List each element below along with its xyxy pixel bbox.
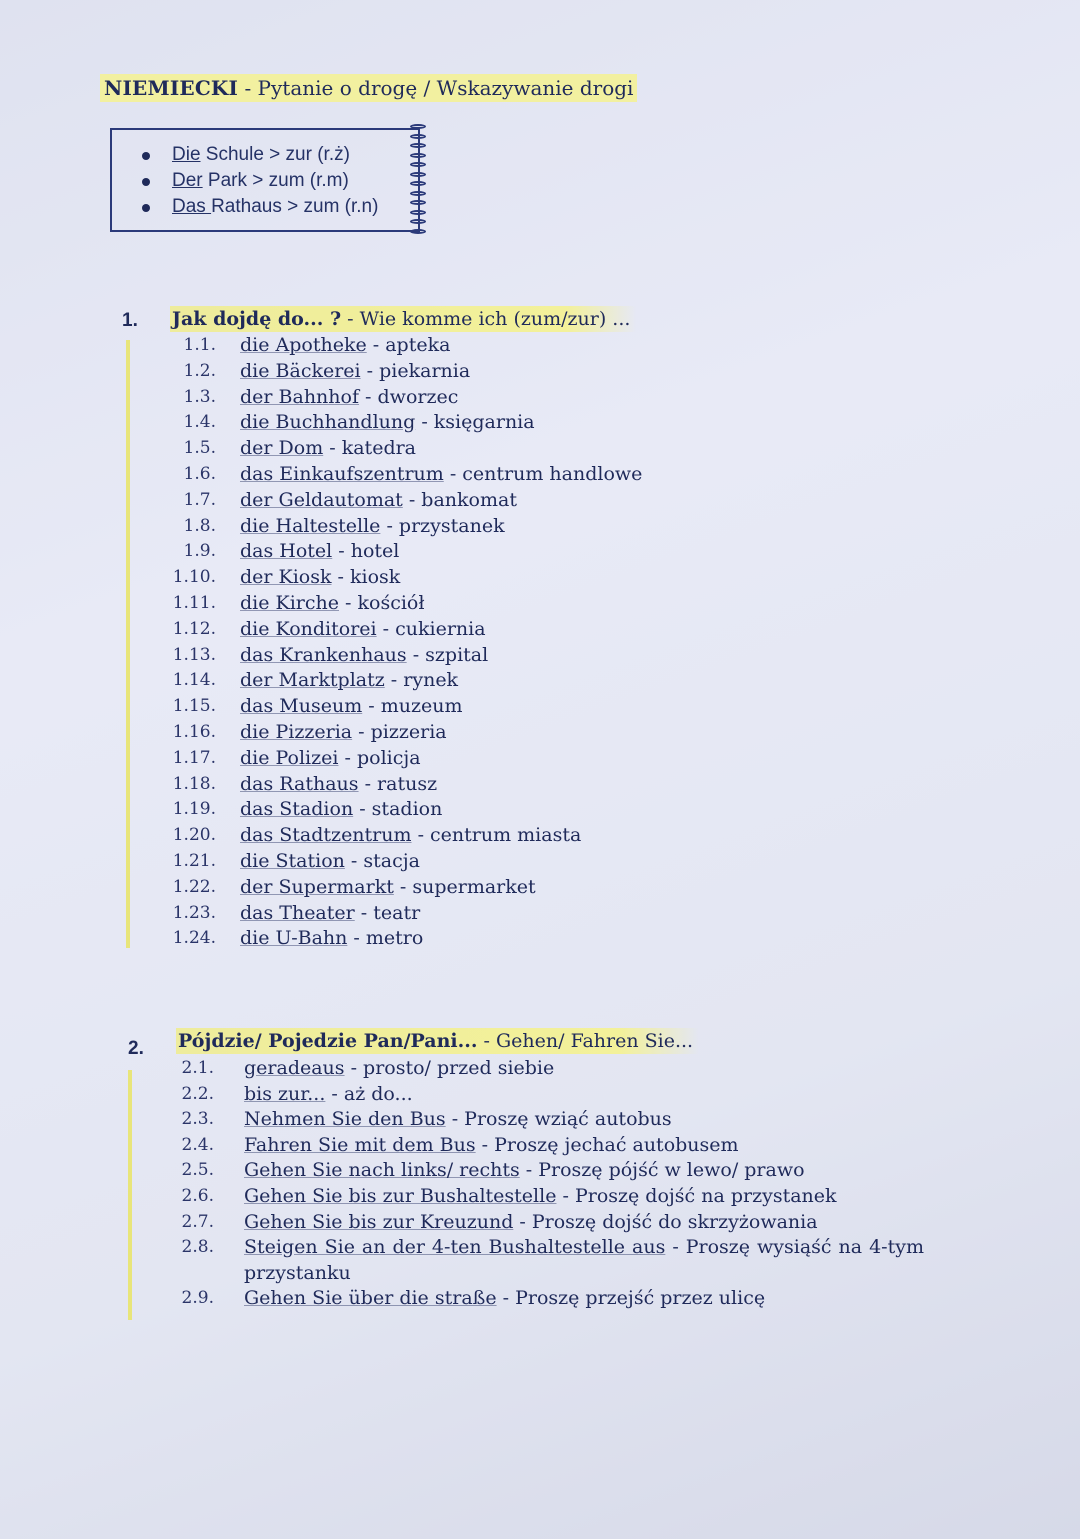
article-item <box>112 194 418 220</box>
polish-translation: - prosto/ przed siebie <box>344 1057 555 1079</box>
polish-translation: - cukiernia <box>376 617 486 640</box>
articles-box <box>110 128 420 232</box>
title-rest: - Pytanie o drogę / Wskazywanie drogi <box>244 76 634 100</box>
item-number: 1.6. <box>183 463 216 484</box>
page-title <box>100 74 637 102</box>
item-text <box>240 643 488 669</box>
item-text <box>244 1286 765 1312</box>
item-number: 1.20. <box>172 825 216 846</box>
polish-translation: - przystanek <box>380 514 505 537</box>
list-item <box>168 694 788 720</box>
item-number: 1.1. <box>183 335 216 355</box>
german-term: die Kirche <box>240 591 339 614</box>
list-item <box>166 1158 926 1184</box>
list-item <box>168 643 788 669</box>
section1-heading-rest: - Wie komme ich (zum/zur) ... <box>341 308 631 330</box>
german-term: die Apotheke <box>240 334 367 356</box>
item-number: 1.5. <box>183 438 216 459</box>
polish-translation: - metro <box>347 927 424 950</box>
item-text <box>244 1107 672 1133</box>
item-text <box>240 514 505 540</box>
section1-list <box>168 333 788 952</box>
list-item <box>168 823 788 849</box>
item-text <box>240 746 421 772</box>
article-rest: Schule > zur (r.ż) <box>200 144 350 165</box>
article-word: Der <box>172 170 203 191</box>
item-text <box>240 797 442 823</box>
item-text <box>244 1158 805 1184</box>
article-word: Die <box>172 144 201 165</box>
item-text <box>240 720 447 746</box>
item-number: 1.24. <box>172 928 216 949</box>
item-number: 2.6. <box>181 1185 214 1206</box>
german-term: das Krankenhaus <box>240 643 407 666</box>
list-item <box>168 797 788 823</box>
polish-translation: - księgarnia <box>415 411 535 434</box>
german-term: der Marktplatz <box>240 669 385 692</box>
article-rest: Rathaus > zum (r.n) <box>211 196 379 217</box>
item-text <box>240 591 425 617</box>
list-item <box>168 333 788 359</box>
polish-translation: - apteka <box>366 334 451 356</box>
german-term: die Haltestelle <box>240 514 381 537</box>
item-number: 1.12. <box>172 618 216 639</box>
polish-translation: - kiosk <box>331 566 401 589</box>
german-term: das Hotel <box>240 540 333 563</box>
title-subject: NIEMIECKI <box>104 76 239 100</box>
polish-translation: - hotel <box>332 540 400 563</box>
polish-translation: - muzeum <box>362 695 463 718</box>
list-item <box>168 901 788 927</box>
item-text <box>244 1056 554 1082</box>
section1-heading <box>170 306 636 332</box>
section2-list <box>166 1056 926 1312</box>
item-number: 1.22. <box>172 876 216 897</box>
item-text <box>240 488 517 514</box>
item-number: 1.17. <box>172 747 216 768</box>
item-number: 1.16. <box>172 721 216 742</box>
section1-highlight-bar <box>126 340 130 948</box>
item-number: 2.3. <box>181 1109 214 1130</box>
german-term: der Bahnhof <box>240 385 360 408</box>
list-item <box>168 668 788 694</box>
item-text <box>240 462 642 488</box>
list-item <box>168 488 788 514</box>
item-text <box>240 410 535 436</box>
item-number: 1.10. <box>172 567 216 588</box>
article-word: Das <box>172 196 212 217</box>
item-text <box>240 849 420 875</box>
list-item <box>166 1184 926 1210</box>
item-number: 1.4. <box>183 412 216 433</box>
item-number: 1.7. <box>183 489 216 510</box>
german-term: das Stadion <box>240 798 354 821</box>
list-item <box>168 514 788 540</box>
article-rest: Park > zum (r.m) <box>202 170 349 191</box>
item-number: 2.4. <box>181 1134 214 1155</box>
german-term: geradeaus <box>244 1057 345 1079</box>
item-text <box>240 901 420 927</box>
polish-translation: - teatr <box>354 901 421 924</box>
polish-translation: - policja <box>338 746 421 769</box>
german-term: die Pizzeria <box>240 720 353 743</box>
list-item <box>168 746 788 772</box>
item-text <box>244 1082 413 1108</box>
list-item <box>168 926 788 952</box>
list-item <box>166 1107 926 1133</box>
list-item <box>166 1056 926 1082</box>
item-number: 2.8. <box>181 1237 214 1258</box>
item-number: 1.15. <box>172 696 216 717</box>
polish-translation: - piekarnia <box>360 359 471 382</box>
list-item <box>166 1235 926 1286</box>
list-item <box>168 565 788 591</box>
german-term: die Buchhandlung <box>240 411 416 434</box>
section2-number: 2. <box>128 1038 144 1059</box>
bullet-icon <box>142 178 150 186</box>
item-number: 1.3. <box>183 386 216 407</box>
list-item <box>168 436 788 462</box>
german-term: das Rathaus <box>240 772 359 795</box>
list-item <box>168 591 788 617</box>
list-item <box>168 720 788 746</box>
section2-heading-rest: - Gehen/ Fahren Sie... <box>477 1030 694 1052</box>
item-number: 1.19. <box>172 799 216 820</box>
list-item <box>166 1286 926 1312</box>
item-text <box>240 385 458 411</box>
list-item <box>168 462 788 488</box>
bullet-icon <box>142 152 150 160</box>
item-text <box>240 772 437 798</box>
item-text <box>244 1133 739 1159</box>
polish-translation: - rynek <box>384 669 459 692</box>
german-term: die Station <box>240 849 345 872</box>
german-term: die Konditorei <box>240 617 377 640</box>
list-item <box>166 1133 926 1159</box>
german-term: Nehmen Sie den Bus <box>244 1108 446 1131</box>
item-text <box>240 436 416 462</box>
section2-highlight-bar <box>128 1070 132 1320</box>
list-item <box>166 1082 926 1108</box>
polish-translation: - centrum miasta <box>411 824 582 847</box>
item-text <box>240 565 400 591</box>
german-term: Gehen Sie nach links/ rechts <box>244 1159 520 1182</box>
item-number: 1.9. <box>183 541 216 562</box>
list-item <box>168 849 788 875</box>
polish-translation: - Proszę wziąć autobus <box>445 1108 672 1131</box>
german-term: Gehen Sie bis zur Bushaltestelle <box>244 1184 557 1207</box>
section1-heading-bold: Jak dojdę do... ? <box>172 308 342 330</box>
polish-translation: - Proszę pójść w lewo/ prawo <box>519 1159 805 1182</box>
item-number: 2.9. <box>181 1288 214 1309</box>
polish-translation: - dworzec <box>359 385 459 408</box>
item-number: 1.13. <box>172 644 216 665</box>
german-term: das Stadtzentrum <box>240 824 412 847</box>
german-term: das Theater <box>240 901 355 924</box>
article-item <box>112 168 418 194</box>
item-text <box>240 333 450 359</box>
item-text <box>240 823 581 849</box>
list-item <box>168 617 788 643</box>
german-term: der Dom <box>240 437 324 460</box>
polish-translation: - supermarket <box>393 875 536 898</box>
german-term: Fahren Sie mit dem Bus <box>244 1133 476 1156</box>
polish-translation: - kościół <box>339 591 425 614</box>
polish-translation: - stadion <box>353 798 443 821</box>
section2-heading <box>176 1028 699 1054</box>
item-text <box>240 926 423 952</box>
list-item <box>168 410 788 436</box>
item-number: 1.14. <box>172 670 216 691</box>
list-item <box>168 772 788 798</box>
german-term: Gehen Sie über die straße <box>244 1287 497 1310</box>
item-text <box>244 1235 924 1286</box>
item-number: 1.21. <box>172 850 216 871</box>
item-text <box>244 1184 837 1210</box>
item-number: 1.23. <box>172 902 216 923</box>
polish-translation: - aż do... <box>325 1082 413 1105</box>
section2-heading-bold: Pójdzie/ Pojedzie Pan/Pani... <box>178 1030 478 1052</box>
item-number: 2.5. <box>181 1160 214 1181</box>
list-item <box>166 1210 926 1236</box>
item-text <box>240 539 399 565</box>
polish-translation: - bankomat <box>402 488 517 511</box>
item-number: 1.11. <box>172 592 216 613</box>
polish-translation: - stacja <box>344 849 420 872</box>
german-term: Gehen Sie bis zur Kreuzund <box>244 1210 514 1233</box>
spiral-binding-icon <box>410 124 432 234</box>
item-text <box>244 1210 818 1236</box>
polish-translation-continued: przystanku <box>244 1261 351 1284</box>
item-text <box>240 694 463 720</box>
german-term: die Polizei <box>240 746 339 769</box>
german-term: der Kiosk <box>240 566 332 589</box>
german-term: Steigen Sie an der 4-ten Bushaltestelle aus <box>244 1236 666 1259</box>
german-term: das Einkaufszentrum <box>240 462 444 485</box>
item-text <box>240 668 458 694</box>
german-term: das Museum <box>240 695 363 718</box>
list-item <box>168 539 788 565</box>
item-number: 2.2. <box>181 1083 214 1104</box>
item-number: 1.18. <box>172 773 216 794</box>
german-term: die U-Bahn <box>240 927 348 950</box>
polish-translation: - katedra <box>323 437 417 460</box>
polish-translation: - centrum handlowe <box>443 462 643 485</box>
section1-number: 1. <box>122 310 138 331</box>
item-number: 1.8. <box>183 515 216 536</box>
polish-translation: - Proszę jechać autobusem <box>475 1133 739 1156</box>
german-term: bis zur... <box>244 1082 326 1105</box>
german-term: der Supermarkt <box>240 875 394 898</box>
list-item <box>168 359 788 385</box>
article-item <box>112 142 418 168</box>
item-number: 2.1. <box>181 1058 214 1078</box>
item-text <box>240 875 536 901</box>
polish-translation: - ratusz <box>358 772 438 795</box>
polish-translation: - Proszę wysiąść na 4-tym <box>665 1236 924 1259</box>
german-term: der Geldautomat <box>240 488 403 511</box>
list-item <box>168 875 788 901</box>
item-number: 1.2. <box>183 360 216 381</box>
polish-translation: - Proszę przejść przez ulicę <box>496 1287 766 1310</box>
item-number: 2.7. <box>181 1211 214 1232</box>
item-text <box>240 359 470 385</box>
list-item <box>168 385 788 411</box>
polish-translation: - Proszę dojść do skrzyżowania <box>513 1210 818 1233</box>
german-term: die Bäckerei <box>240 359 361 382</box>
polish-translation: - szpital <box>406 643 489 666</box>
polish-translation: - Proszę dojść na przystanek <box>556 1184 837 1207</box>
polish-translation: - pizzeria <box>352 720 447 743</box>
bullet-icon <box>142 204 150 212</box>
item-text <box>240 617 486 643</box>
